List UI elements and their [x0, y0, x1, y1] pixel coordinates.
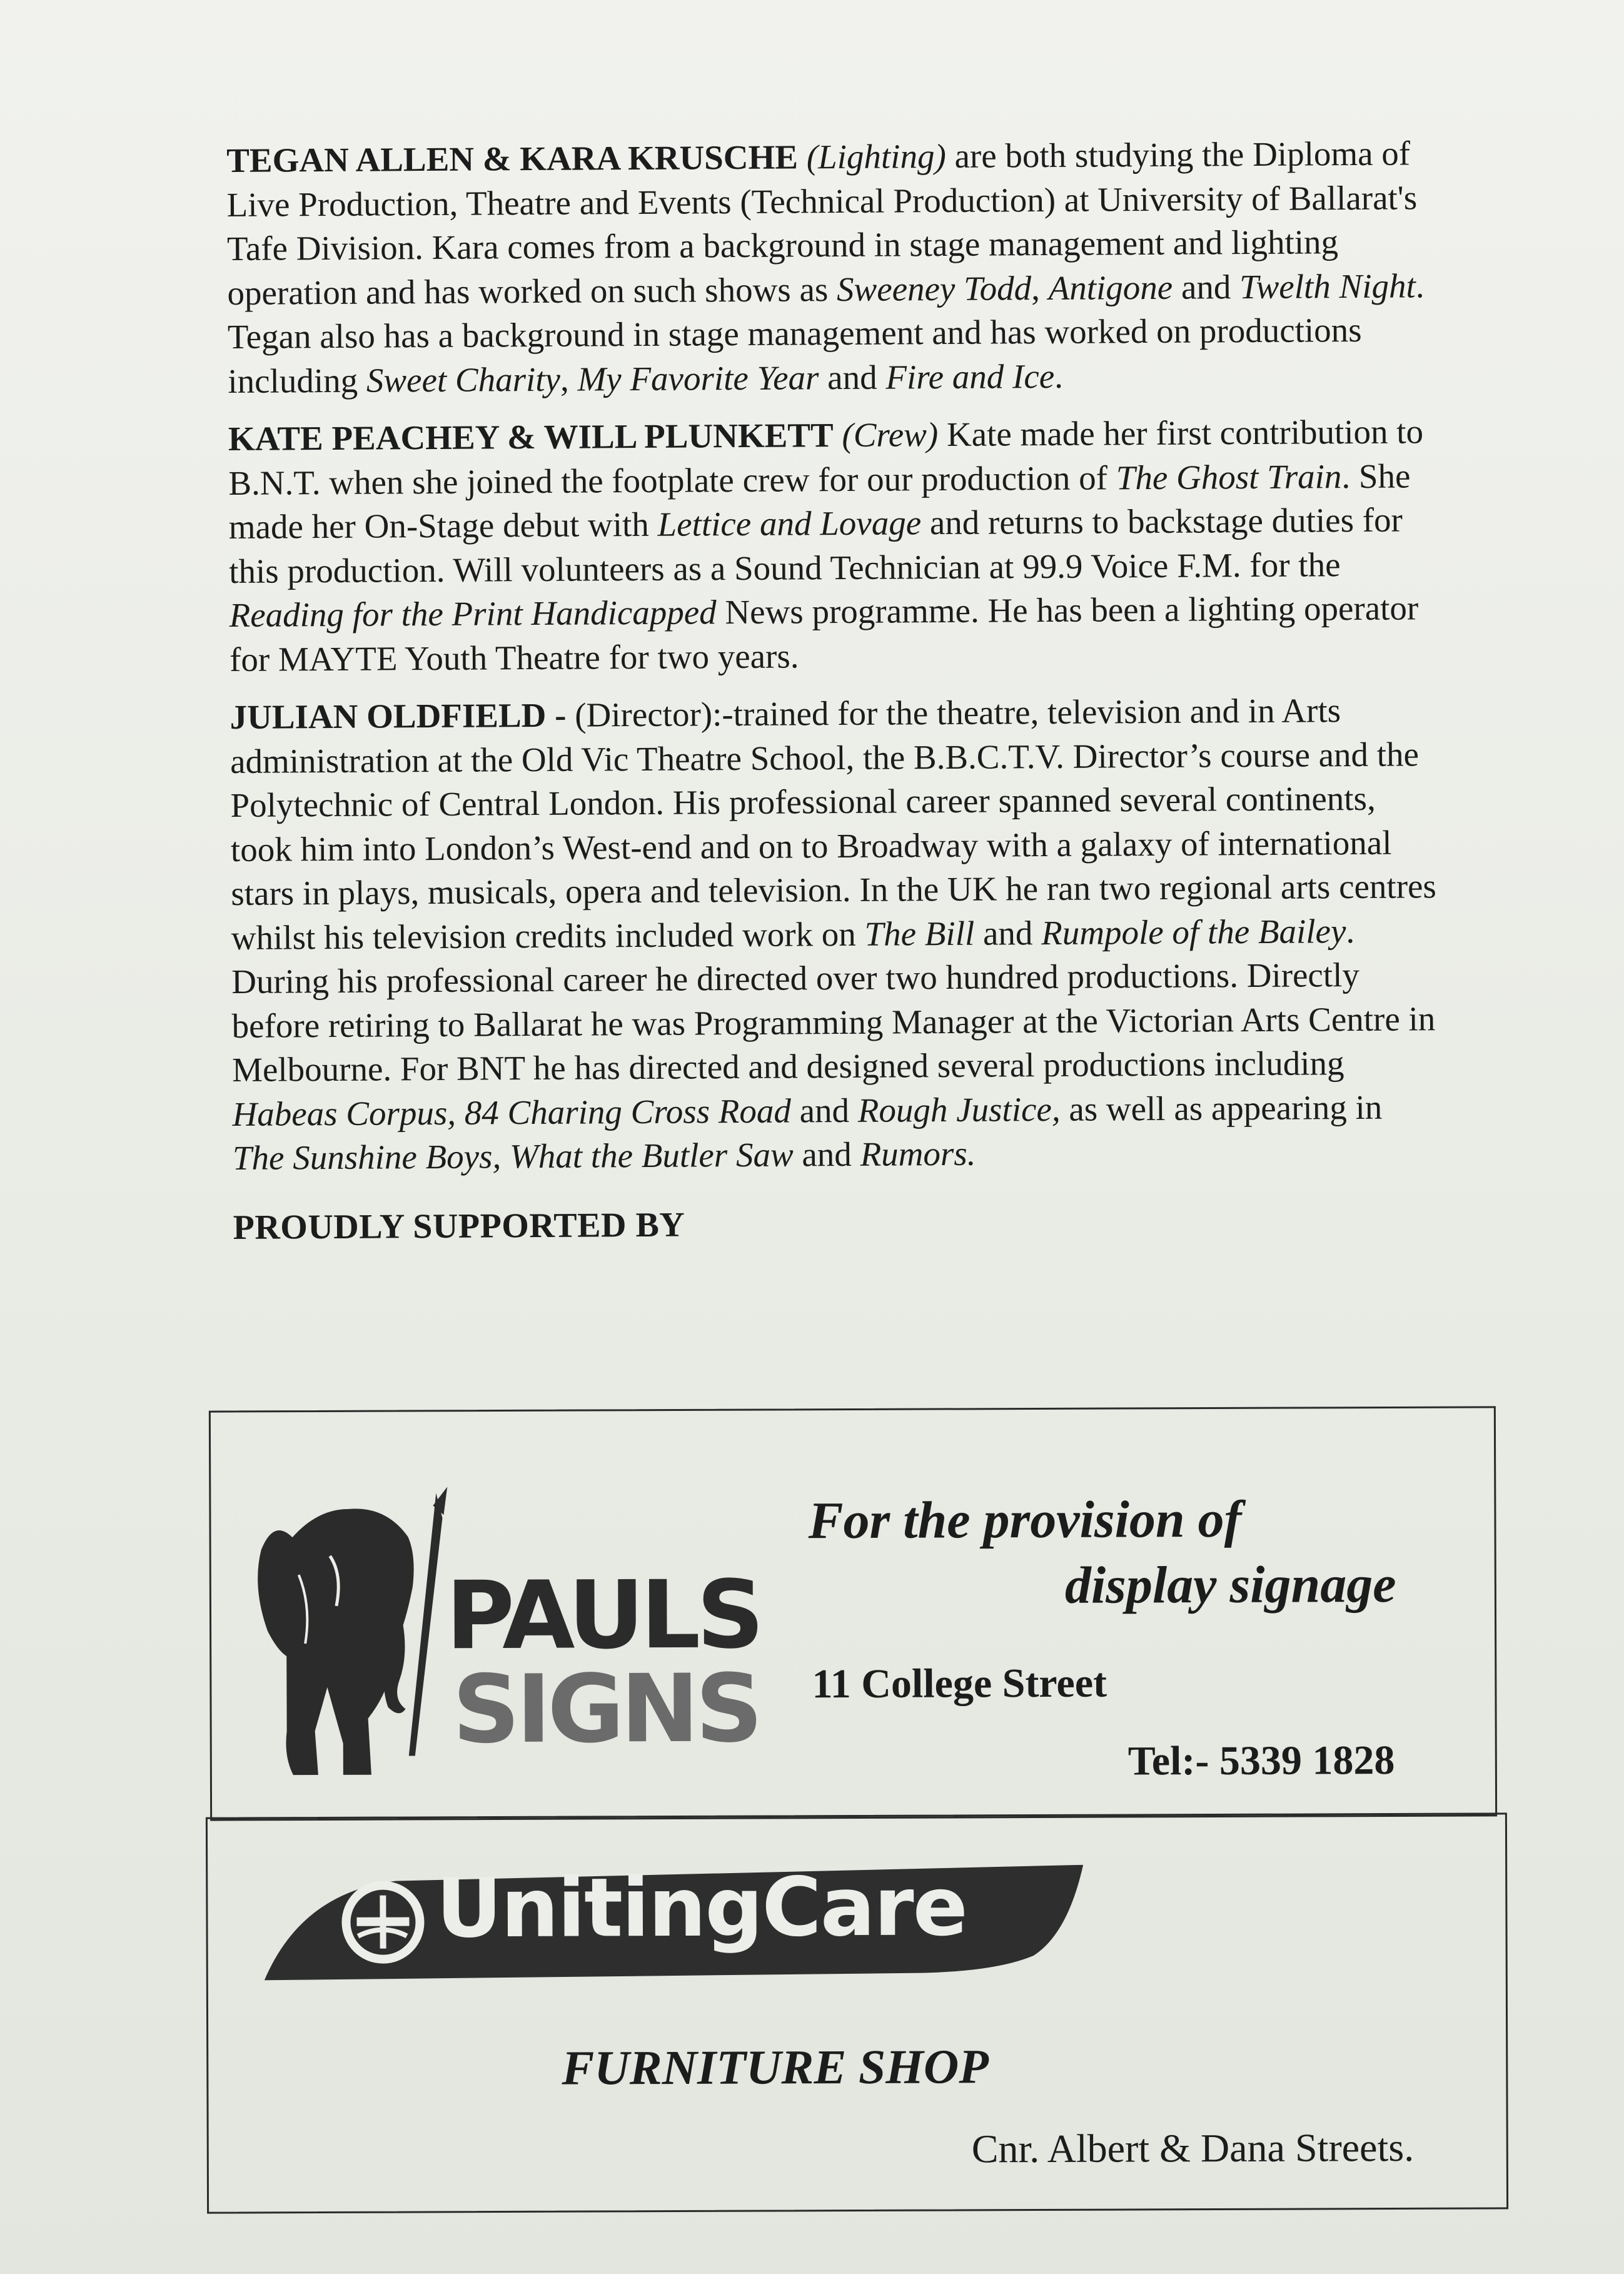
bio-text-run: and returns to backstage duties for this production. Will volunteers as a Sound Technician at 99.9 Voice F.M. for the — [229, 500, 1403, 590]
bio-text-run: . Tegan also has a background in stage management and has worked on productions including — [227, 266, 1425, 400]
bio-text-run: Rumpole of the Bailey — [1041, 911, 1346, 952]
pauls-signs-ad — [209, 1406, 1497, 1821]
bio-oldfield — [229, 688, 1440, 1180]
pauls-phone: Tel:- 5339 1828 — [1127, 1737, 1395, 1784]
pauls-address: 11 College Street — [812, 1660, 1107, 1707]
bio-text-run: The Sunshine Boys, What the Butler Saw — [232, 1135, 794, 1177]
bio-text-run: Antigone — [1048, 268, 1173, 307]
unitingcare-ad — [206, 1812, 1508, 2213]
bio-text-run: as well as appearing in — [1060, 1088, 1383, 1128]
bio-text-run: and — [974, 913, 1042, 953]
bio-text-run: . — [1054, 356, 1064, 395]
bio-text-run: and — [793, 1134, 860, 1174]
bio-text-run: TEGAN ALLEN & KARA KRUSCHE — [226, 138, 799, 179]
bio-text-run: and — [790, 1091, 858, 1130]
bio-text-run — [833, 416, 842, 454]
furniture-shop-location: Cnr. Albert & Dana Streets. — [971, 2125, 1415, 2171]
elephant-logo-icon — [248, 1480, 456, 1794]
slogan-line-1: For the provision of — [808, 1490, 1242, 1550]
bio-text-run: (Lighting) — [806, 136, 946, 176]
bio-text-run: , — [560, 360, 578, 398]
bio-text-run: The Ghost Train — [1116, 457, 1342, 497]
bio-text-run: My Favorite Year — [577, 358, 819, 398]
support-heading: PROUDLY SUPPORTED BY — [233, 1205, 685, 1247]
bio-text-run: (Director):-trained for the theatre, television and in Arts administration at the Old Vic Theatre School, the B.B.C.T.V. Director’s course and the Polytechnic of Central London. His professional career spanned several continents, took him into London’s West-end and on to Broadway with a galaxy of international stars in plays, musicals, opera and television. In the UK he ran two regional arts centres whilst his television credits included work on — [229, 691, 1437, 957]
bio-text-run: Rough Justice, — [857, 1089, 1061, 1129]
bio-text-run: , — [1031, 268, 1049, 307]
bio-text-run: Twelth Night — [1239, 266, 1416, 306]
bio-text-run: Habeas Corpus, 84 Charing Cross Road — [232, 1091, 792, 1133]
bio-peachey-plunkett — [228, 410, 1437, 682]
bio-text-run: are both studying the Diploma of Live Production, Theatre and Events (Technical Production) at University of Ballarat's Tafe Division. Kara comes from a background in stage management and lighting operation and has worked on such shows as — [226, 134, 1418, 312]
bio-text-run: . During his professional career he directed over two hundred productions. Directly before retiring to Ballarat he was Programming Manager at the Victorian Arts Centre in Melbourne. For BNT he has directed and designed several productions including — [231, 911, 1436, 1089]
slogan-line-2: display signage — [1064, 1555, 1396, 1615]
bio-text-run: (Crew) — [842, 415, 939, 454]
bio-text-run: The Bill — [864, 914, 975, 953]
bio-text-run: . She made her On-Stage debut with — [228, 456, 1411, 546]
signs-logo-text: SIGNS — [452, 1654, 760, 1765]
bio-text-run — [798, 138, 807, 176]
bio-text-run: Fire and Ice — [885, 356, 1055, 397]
bio-text-run: News programme. He has been a lighting operator for MAYTE Youth Theatre for two years. — [229, 589, 1419, 679]
unitingcare-logo-text: UnitingCare — [436, 1859, 967, 1956]
furniture-shop-title: FURNITURE SHOP — [562, 2039, 989, 2095]
bio-text-run: and — [819, 358, 886, 397]
bio-text-run: Rumors. — [860, 1134, 976, 1173]
bio-text-run: Reading for the Print Handicapped — [229, 593, 717, 634]
bio-text-run: Sweeney Todd — [836, 268, 1032, 308]
bio-text-run: Kate made her first contribution to B.N.T. when she joined the footplate crew for our production of — [228, 412, 1424, 502]
pauls-logo-text: PAULS — [445, 1560, 761, 1671]
bios-section — [226, 131, 1440, 1250]
bio-allen-krusche — [226, 131, 1435, 403]
bio-text-run: Lettice and Lovage — [657, 503, 922, 543]
bio-text-run: and — [1173, 267, 1240, 306]
bio-text-run: Sweet Charity — [366, 360, 561, 400]
bio-text-run: JULIAN OLDFIELD - — [229, 695, 567, 736]
bio-text-run: KATE PEACHEY & WILL PLUNKETT — [228, 416, 834, 458]
